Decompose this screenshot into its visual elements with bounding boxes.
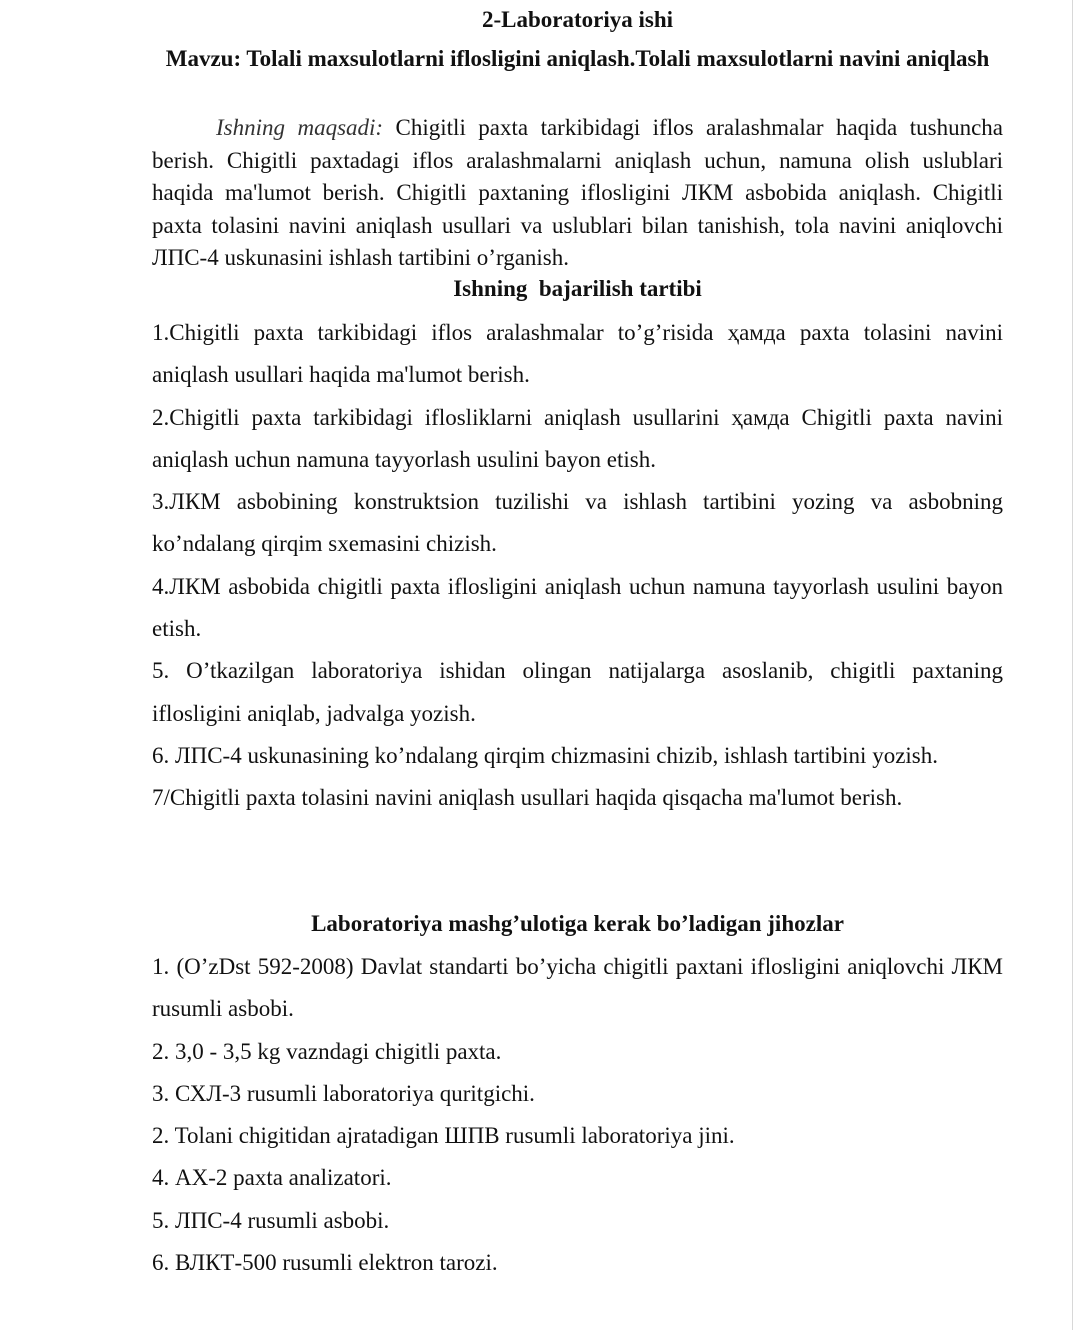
purpose-text: Chigitli paxta tarkibidagi iflos aralashmalar haqida tushuncha berish. Chigitli paxtadagi iflos aralashmalarni aniqlash uchun, namuna olish uslublari haqida ma'lumot berish. Chigitli paxtaning iflosligini ЛКМ asbobida aniqlash. Chigitli paxta tolasini navini aniqlash usullari va uslublari bilan tanishish, tola navini aniqlovchi ЛПС-4 uskunasini ishlash tartibini o’rganish. — [152, 115, 1003, 271]
steps-list — [152, 312, 1003, 820]
equipment-heading: Laboratoriya mashg’ulotiga kerak bo’ladigan jihozlar — [311, 911, 844, 936]
steps-heading: Ishning bajarilish tartibi — [453, 276, 702, 301]
step-item: 4.ЛКМ asbobida chigitli paxta iflosligini aniqlash uchun namuna tayyorlash usulini bayon etish. — [152, 573, 1003, 642]
step-item: 2.Chigitli paxta tarkibidagi iflosliklarni aniqlash usullarini ҳамда Chigitli paxta navini aniqlash uchun namuna tayyorlash usulini bayon etish. — [152, 404, 1003, 472]
equipment-item: 2. Tolani chigitidan ajratadigan ШПВ rusumli laboratoriya jini. — [152, 1123, 735, 1149]
step-item: 3.ЛКМ asbobining konstruktsion tuzilishi va ishlash tartibini yozing va asbobning ko’ndalang qirqim sxemasini chizish. — [152, 489, 1003, 557]
purpose-label: Ishning maqsadi: — [216, 115, 384, 140]
page-edge-divider — [1072, 0, 1073, 1330]
step-item: 7/Chigitli paxta tolasini navini aniqlash usullari haqida qisqacha ma'lumot berish. — [152, 785, 903, 811]
equipment-item: 1. (O’zDst 592-2008) Davlat standarti bo’yicha chigitli paxtani iflosligini aniqlovchi ЛКМ rusumli asbobi. — [152, 954, 1003, 1022]
equipment-item: 5. ЛПС-4 rusumli asbobi. — [152, 1207, 390, 1233]
equipment-item: 2. 3,0 - 3,5 kg vazndagi chigitli paxta. — [152, 1038, 502, 1064]
document-title: 2-Laboratoriya ishi — [481, 7, 674, 32]
equipment-item: 3. СХЛ-3 rusumli laboratoriya quritgichi. — [152, 1080, 535, 1106]
equipment-item: 6. ВЛКТ-500 rusumli elektron tarozi. — [152, 1250, 498, 1276]
equipment-list — [152, 946, 1003, 1284]
purpose-paragraph — [152, 112, 1003, 275]
equipment-item: 4. АХ-2 paxta analizatori. — [152, 1165, 392, 1191]
step-item: 5. O’tkazilgan laboratoriya ishidan olingan natijalarga asoslanib, chigitli paxtaning iflosligini aniqlab, jadvalga yozish. — [152, 658, 1003, 726]
step-item: 6. ЛПС-4 uskunasining ko’ndalang qirqim chizmasini chizib, ishlash tartibini yozish. — [152, 742, 938, 768]
step-item: 1.Chigitli paxta tarkibidagi iflos aralashmalar to’g’risida ҳамда paxta tolasini navini aniqlash usullari haqida ma'lumot berish. — [152, 320, 1003, 388]
topic-heading: Mavzu: Tolali maxsulotlarni iflosligini aniqlash.Tolali maxsulotlarni navini aniqlash — [165, 46, 990, 71]
